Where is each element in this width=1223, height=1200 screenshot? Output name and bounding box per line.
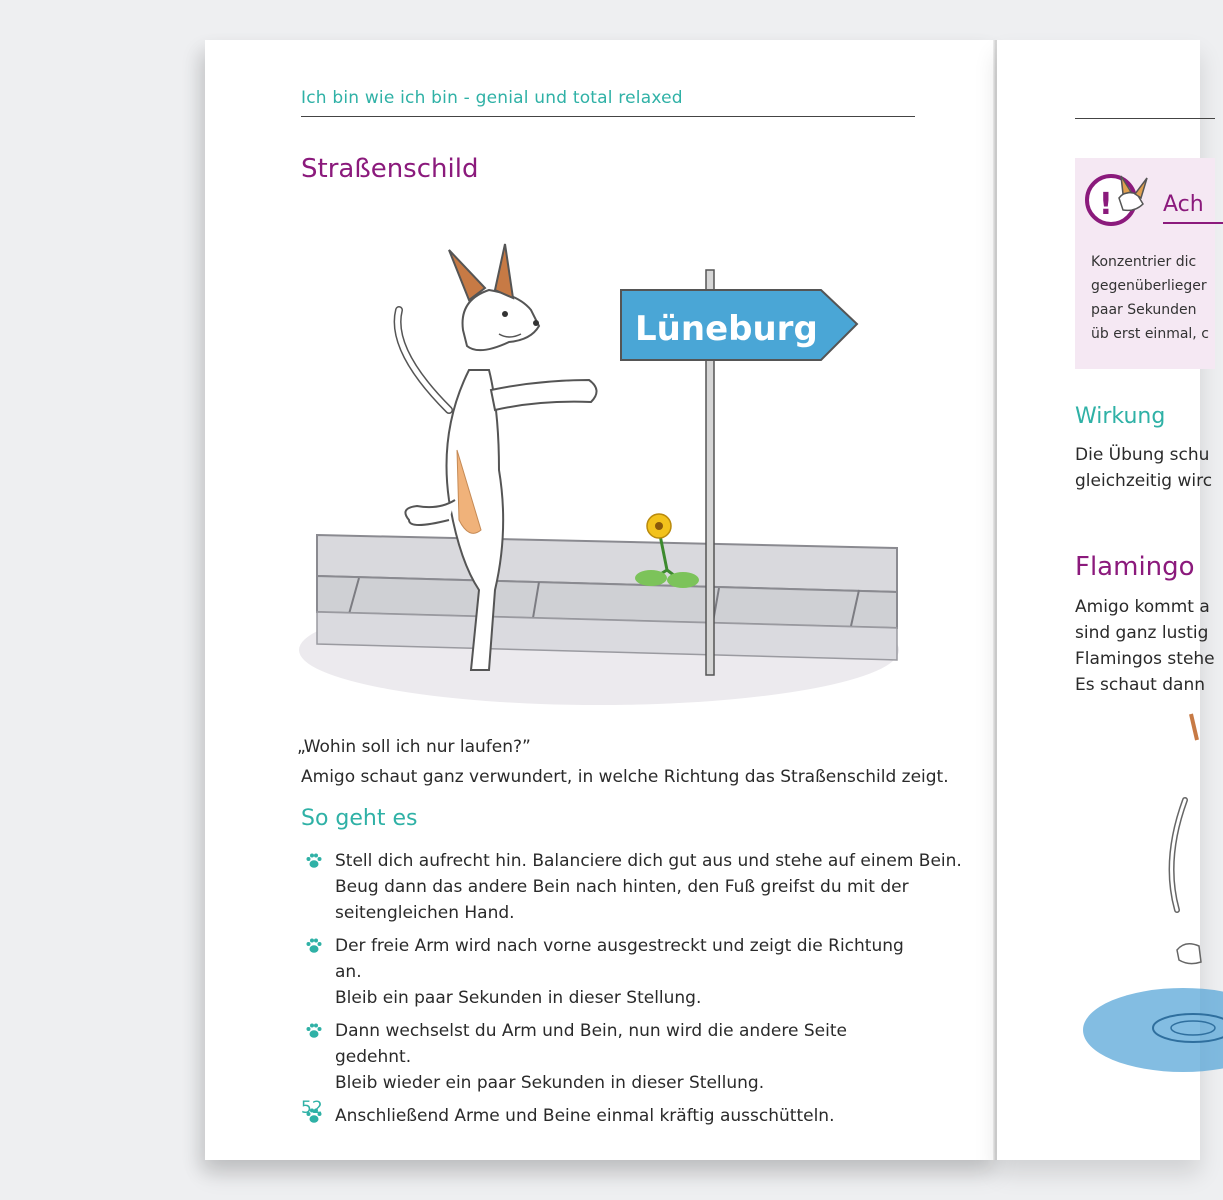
flamingo-dog-illustration [1093,710,1203,1090]
attention-line: paar Sekunden [1091,302,1197,318]
running-head-rule [1075,118,1215,119]
step-line: Bleib wieder ein paar Sekunden in dieser Stellung. [335,1073,765,1093]
step-line: Dann wechselst du Arm und Bein, nun wird die andere Seite gedehnt. [335,1021,847,1067]
list-item [305,1103,925,1129]
running-head: Ich bin wie ich bin - genial und total relaxed [301,88,915,117]
step-line: Bleib ein paar Sekunden in dieser Stellung. [335,988,702,1008]
flamingo-text [1075,594,1215,698]
svg-text:!: ! [1099,187,1113,222]
attention-text [1091,250,1209,346]
wirkung-heading: Wirkung [1075,404,1166,429]
dog-street-sign-illustration [299,230,919,705]
intro-text: Amigo schaut ganz verwundert, in welche Richtung das Straßenschild zeigt. [301,767,949,787]
flamingo-line: sind ganz lustig [1075,623,1209,643]
step-line: Der freie Arm wird nach vorne ausgestreckt und zeigt die Richtung an. [335,936,904,982]
quote: „Wohin soll ich nur laufen?” [297,737,531,757]
list-item [305,848,962,926]
step-line: Anschließend Arme und Beine einmal kräftig ausschütteln. [335,1106,835,1126]
paw-icon [305,852,323,870]
page-title: Straßenschild [301,154,479,184]
wirkung-line: Die Übung schu [1075,445,1210,465]
attention-box [1075,158,1215,369]
list-item [305,1018,925,1096]
section-heading-so-geht-es: So geht es [301,806,418,831]
attention-underline [1163,222,1223,224]
flamingo-line: Amigo kommt a [1075,597,1210,617]
step-line: seitengleichen Hand. [335,903,515,923]
list-item [305,933,925,1011]
left-page [205,40,996,1160]
paw-icon [305,937,323,955]
sign-text: Lüneburg [635,309,818,349]
attention-dog-icon [1085,168,1157,228]
right-page [997,40,1215,1160]
page-number: 52 [301,1098,323,1118]
flamingo-heading: Flamingo [1075,552,1195,582]
flamingo-line: Flamingos stehe [1075,649,1215,669]
attention-title: Ach [1163,192,1204,217]
attention-line: üb erst einmal, c [1091,326,1209,342]
wirkung-text [1075,442,1212,494]
attention-line: Konzentrier dic [1091,254,1197,270]
steps-list [305,848,962,1136]
step-line: Beug dann das andere Bein nach hinten, den Fuß greifst du mit der [335,877,909,897]
wirkung-line: gleichzeitig wirc [1075,471,1213,491]
flamingo-line: Es schaut dann [1075,675,1205,695]
attention-line: gegenüberlieger [1091,278,1207,294]
paw-icon [305,1022,323,1040]
step-line: Stell dich aufrecht hin. Balanciere dich gut aus und stehe auf einem Bein. [335,851,962,871]
